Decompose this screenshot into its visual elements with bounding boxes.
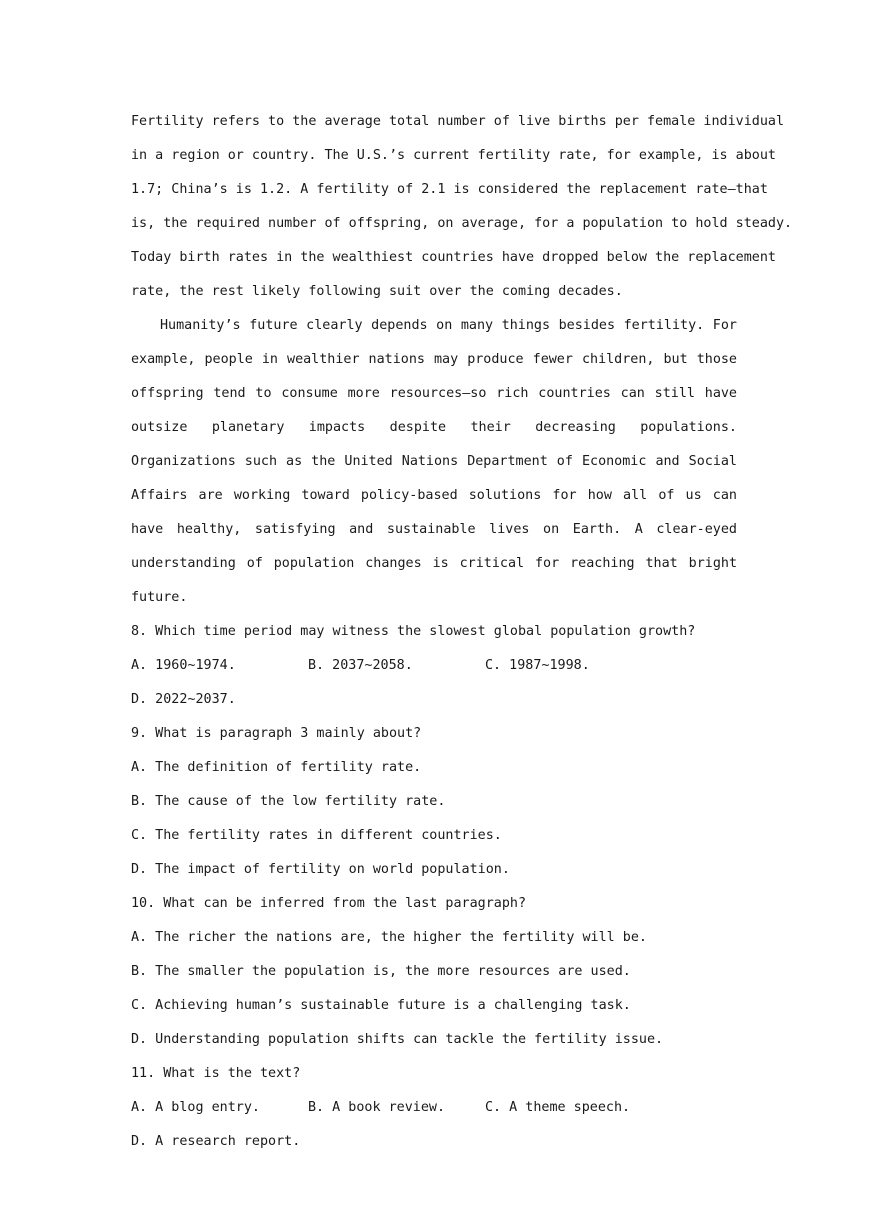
option-c: C. Achieving human’s sustainable future is a challenging task. <box>131 998 631 1013</box>
option-c: C. The fertility rates in different countries. <box>131 828 502 843</box>
question-stem: 10. What can be inferred from the last paragraph? <box>131 896 527 911</box>
option-a: A. 1960~1974. <box>131 658 236 673</box>
question-10 <box>131 887 737 1057</box>
options-row <box>131 751 737 785</box>
text-line: rate, the rest likely following suit over the coming decades. <box>131 284 623 299</box>
text-line: in a region or country. The U.S.’s current fertility rate, for example, is about <box>131 148 776 163</box>
document-page <box>131 105 793 1159</box>
option-c: C. 1987~1998. <box>485 658 590 673</box>
option-c: C. A theme speech. <box>485 1100 631 1115</box>
question-stem: 11. What is the text? <box>131 1066 301 1081</box>
passage-paragraph-2: Humanity’s future clearly depends on many things besides fertility. For example, people in wealthier nations may produce fewer children, but those offspring tend to consume more resources—so rich countries can still have outsize planetary impacts despite their decreasing populations. Organizations such as the United Nations Department of Economic and Social Affairs are working toward policy-based solutions for how all of us can have healthy, satisfying and sustainable lives on Earth. A clear-eyed understanding of population changes is critical for reaching that bright future. <box>131 318 737 605</box>
option-d: D. A research report. <box>131 1134 301 1149</box>
text-line: Fertility refers to the average total number of live births per female individual <box>131 114 785 129</box>
text-line: Today birth rates in the wealthiest countries have dropped below the replacement <box>131 250 776 265</box>
question-stem: 8. Which time period may witness the slowest global population growth? <box>131 624 696 639</box>
passage-paragraph-1 <box>131 105 793 309</box>
question-8 <box>131 615 737 717</box>
text-line: is, the required number of offspring, on average, for a population to hold steady. <box>131 216 793 231</box>
option-b: B. The smaller the population is, the more resources are used. <box>131 964 631 979</box>
question-9 <box>131 717 737 887</box>
question-stem: 9. What is paragraph 3 mainly about? <box>131 726 422 741</box>
option-d: D. The impact of fertility on world population. <box>131 862 510 877</box>
option-b: B. 2037~2058. <box>308 658 413 673</box>
options-row <box>131 649 737 683</box>
option-a: A. The definition of fertility rate. <box>131 760 422 775</box>
options-row <box>131 1091 737 1125</box>
option-b: B. The cause of the low fertility rate. <box>131 794 446 809</box>
text-line: 1.7; China’s is 1.2. A fertility of 2.1 is considered the replacement rate—that <box>131 182 768 197</box>
question-11 <box>131 1057 737 1159</box>
option-a: A. The richer the nations are, the higher the fertility will be. <box>131 930 647 945</box>
option-d: D. 2022~2037. <box>131 692 236 707</box>
option-a: A. A blog entry. <box>131 1100 260 1115</box>
option-d: D. Understanding population shifts can tackle the fertility issue. <box>131 1032 664 1047</box>
option-b: B. A book review. <box>308 1100 446 1115</box>
